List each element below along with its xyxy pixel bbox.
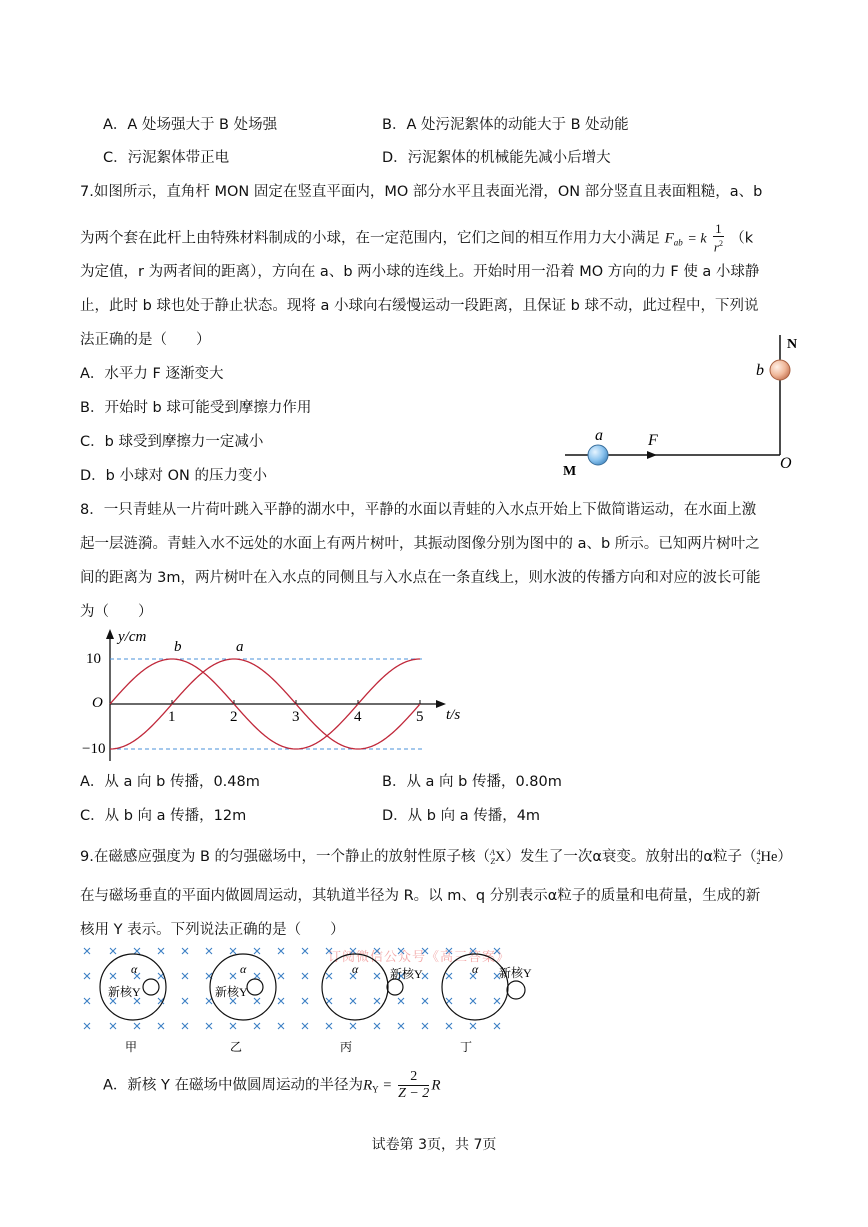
new-nucleus-label: 新核Y [215, 985, 248, 999]
nuclide-mass-number: A [490, 848, 495, 857]
fraction-numerator: 2 [398, 1069, 429, 1086]
new-nucleus-label: 新核Y [390, 967, 423, 981]
field-cross [446, 1023, 452, 1029]
field-cross [422, 998, 428, 1004]
field-cross [182, 1023, 188, 1029]
field-cross [84, 948, 90, 954]
label-yi: 乙 [230, 1040, 243, 1054]
field-cross [374, 973, 380, 979]
nuclide-atomic-number: Z [490, 857, 495, 866]
q7-option-a: A．水平力 F 逐渐变大 [80, 366, 224, 382]
field-cross [158, 948, 164, 954]
field-cross [230, 1023, 236, 1029]
q7-stem-line4: 止，此时 b 球也处于静止状态。现将 a 小球向右缓慢运动一段距离，且保证 b 球不动，此过程中，下列说 [80, 298, 759, 314]
field-cross [278, 973, 284, 979]
x-axis-arrow [436, 700, 446, 708]
rod-mon-figure [555, 330, 815, 480]
field-cross [278, 948, 284, 954]
nucleus-orbit [247, 979, 263, 995]
x-tick-label: 2 [230, 709, 238, 725]
field-cross [182, 948, 188, 954]
field-cross [182, 973, 188, 979]
alpha-label: α [472, 962, 479, 976]
diagram-bing [322, 954, 423, 1054]
q8-stem-line2: 起一层涟漪。青蛙入水不远处的水面上有两片树叶，其振动图像分别为图中的 a、b 所示。已知两片树叶之 [80, 536, 760, 552]
q8-stem-line4: 为（ ） [80, 604, 153, 620]
q7-stem-line1: 7.如图所示，直角杆 MON 固定在竖直平面内，MO 部分水平且表面光滑，ON 部分竖直且表面粗糙，a、b [80, 184, 763, 200]
equals-sign: = [383, 1077, 392, 1094]
field-cross [446, 948, 452, 954]
field-cross [110, 973, 116, 979]
q7-stem-line2-text: 为两个套在此杆上由特殊材料制成的小球，在一定范围内，它们之间的相互作用力大小满足 [80, 230, 660, 247]
formula-fraction [713, 222, 724, 255]
nucleus-orbit [387, 979, 403, 995]
q7-option-b: B．开始时 b 球可能受到摩擦力作用 [80, 400, 312, 416]
q7-stem-line2-end: （k [730, 230, 754, 247]
new-nucleus-label: 新核Y [499, 966, 532, 980]
label-bing: 丙 [340, 1040, 353, 1054]
nucleus-orbit [143, 979, 159, 995]
field-cross [206, 948, 212, 954]
field-cross [398, 998, 404, 1004]
field-cross [230, 973, 236, 979]
field-cross [326, 1023, 332, 1029]
q8-stem-line1: 8．一只青蛙从一片荷叶跳入平静的湖水中，平静的水面以青蛙的入水点开始上下做简谐运动，在水面上激 [80, 502, 757, 518]
fraction-denominator: Z − 2 [398, 1086, 430, 1101]
field-cross [374, 998, 380, 1004]
field-cross [494, 998, 500, 1004]
field-cross [326, 973, 332, 979]
field-cross [470, 1023, 476, 1029]
q6-option-d: D．污泥絮体的机械能先减小后增大 [382, 150, 611, 166]
q9-option-a [103, 1069, 440, 1102]
curve-b-label: b [174, 639, 182, 655]
field-cross [206, 998, 212, 1004]
q7-stem-line3: 为定值，r 为两者间的距离），方向在 a、b 两小球的连线上。开始时用一沿着 MO 方向的力 F 使 a 小球静 [80, 264, 760, 280]
radius-r-symbol: R [431, 1077, 441, 1094]
field-cross [374, 948, 380, 954]
q9-stem-line1-mid: ）发生了一次α衰变。放射出的α粒子（ [505, 849, 757, 865]
nucleus-orbit [507, 981, 525, 999]
new-nucleus-label: 新核Y [108, 985, 141, 999]
field-cross [350, 998, 356, 1004]
q8-option-c [80, 806, 246, 826]
field-cross [134, 1023, 140, 1029]
diagram-jia [100, 954, 166, 1054]
label-f: F [648, 432, 658, 449]
field-cross [398, 1023, 404, 1029]
x-tick-label: 1 [168, 709, 176, 725]
ball-a [588, 445, 608, 465]
field-cross [422, 1023, 428, 1029]
q8-option-a [80, 772, 260, 792]
field-cross [422, 948, 428, 954]
field-cross [446, 973, 452, 979]
field-cross [84, 998, 90, 1004]
field-cross [302, 973, 308, 979]
y-axis-arrow [106, 629, 114, 639]
alpha-label: α [131, 962, 138, 976]
formula-power: 2 [718, 239, 723, 248]
field-cross [350, 1023, 356, 1029]
x-axis-label: t/s [446, 707, 461, 723]
field-cross [84, 973, 90, 979]
field-cross [84, 1023, 90, 1029]
watermark: 订阅微信公众号《高三答案》 [328, 950, 511, 965]
q9-stem-line1-text: 9.在磁感应强度为 B 的匀强磁场中，一个静止的放射性原子核（ [80, 849, 490, 865]
field-cross [254, 998, 260, 1004]
nuclide-symbol: X [494, 849, 506, 865]
page-footer: 试卷第 3页，共 7页 [371, 1137, 497, 1153]
field-cross [278, 1023, 284, 1029]
field-cross [446, 998, 452, 1004]
formula-force-symbol: F [664, 230, 674, 247]
field-cross [110, 948, 116, 954]
y-tick-bottom: −10 [82, 741, 106, 757]
field-cross [326, 948, 332, 954]
field-cross [302, 1023, 308, 1029]
field-cross [494, 1023, 500, 1029]
ball-b [770, 360, 790, 380]
field-cross [206, 1023, 212, 1029]
diagram-ding [442, 954, 532, 1054]
field-cross [254, 948, 260, 954]
label-a: a [595, 427, 603, 444]
q9-stem-line3: 核用 Y 表示。下列说法正确的是（ ） [80, 922, 345, 938]
q9-stem-line2: 在与磁场垂直的平面内做圆周运动，其轨道半径为 R。以 m、q 分别表示α粒子的质量和电荷量，生成的新 [80, 888, 761, 904]
q9-option-a-text: A．新核 Y 在磁场中做圆周运动的半径为 [103, 1077, 363, 1094]
field-cross [278, 998, 284, 1004]
field-cross [326, 998, 332, 1004]
q8-option-b [382, 772, 562, 792]
q8-option-d [382, 806, 540, 826]
q7-option-d: D．b 小球对 ON 的压力变小 [80, 468, 267, 484]
field-cross [470, 948, 476, 954]
diagram-yi [210, 954, 276, 1054]
q8-option-a-text: A．从 a 向 b 传播，0.48m [80, 774, 260, 790]
label-b: b [756, 362, 764, 379]
x-tick-label: 4 [354, 709, 362, 725]
formula-denominator: r [713, 239, 719, 255]
x-tick-label: 3 [292, 709, 300, 725]
curve-a-label: a [236, 639, 244, 655]
field-cross [134, 948, 140, 954]
label-jia: 甲 [125, 1040, 138, 1054]
q8-option-d-text: D．从 b 向 a 传播，4m [382, 808, 541, 824]
alpha-label: α [240, 962, 247, 976]
formula-numerator: 1 [715, 221, 722, 236]
field-cross [350, 948, 356, 954]
label-ding: 丁 [460, 1040, 473, 1054]
field-cross [182, 998, 188, 1004]
field-cross [254, 973, 260, 979]
helium-atomic-number: 2 [756, 857, 761, 866]
formula-equals-k: = k [687, 231, 707, 247]
q6-option-b: B．A 处污泥絮体的动能大于 B 处动能 [382, 117, 629, 133]
q7-stem-line2 [80, 222, 753, 255]
force-arrow [647, 451, 657, 459]
q6-option-c: C．污泥絮体带正电 [103, 150, 230, 166]
field-cross [158, 1023, 164, 1029]
vibration-graph [80, 625, 480, 765]
field-cross [374, 1023, 380, 1029]
label-n: N [787, 337, 798, 352]
q7-stem-line5: 法正确的是（ ） [80, 332, 211, 348]
origin-label: O [92, 695, 103, 711]
q8-option-c-text: C．从 b 向 a 传播，12m [80, 808, 247, 824]
formula-force-subscript: ab [673, 237, 683, 248]
y-axis-label: y/cm [118, 629, 147, 645]
x-tick-label: 5 [416, 709, 424, 725]
field-cross [254, 1023, 260, 1029]
q6-option-a: A．A 处场强大于 B 处场强 [103, 117, 278, 133]
q7-option-c: C．b 球受到摩擦力一定减小 [80, 434, 264, 450]
field-cross [422, 973, 428, 979]
helium-mass-number: 4 [756, 848, 761, 857]
q9-stem-line1-end: ） [777, 849, 792, 865]
field-cross [230, 948, 236, 954]
field-cross [302, 998, 308, 1004]
y-tick-top: 10 [86, 651, 101, 667]
label-o: O [780, 455, 792, 472]
q9-stem-line1 [80, 847, 792, 867]
alpha-label: α [352, 962, 359, 976]
q8-option-b-text: B．从 a 向 b 传播，0.80m [382, 774, 562, 790]
field-cross [470, 998, 476, 1004]
radius-fraction [398, 1069, 429, 1102]
field-cross [398, 948, 404, 954]
radius-symbol: R [363, 1077, 373, 1094]
field-cross [494, 948, 500, 954]
helium-symbol: He [760, 849, 778, 865]
q8-stem-line3: 间的距离为 3m，两片树叶在入水点的同侧且与入水点在一条直线上，则水波的传播方向和对应的波长可能 [80, 570, 761, 586]
field-cross [110, 1023, 116, 1029]
radius-subscript: Y [372, 1084, 379, 1095]
field-cross [302, 948, 308, 954]
magnetic-field-figure [75, 945, 535, 1060]
label-m: M [563, 464, 577, 479]
